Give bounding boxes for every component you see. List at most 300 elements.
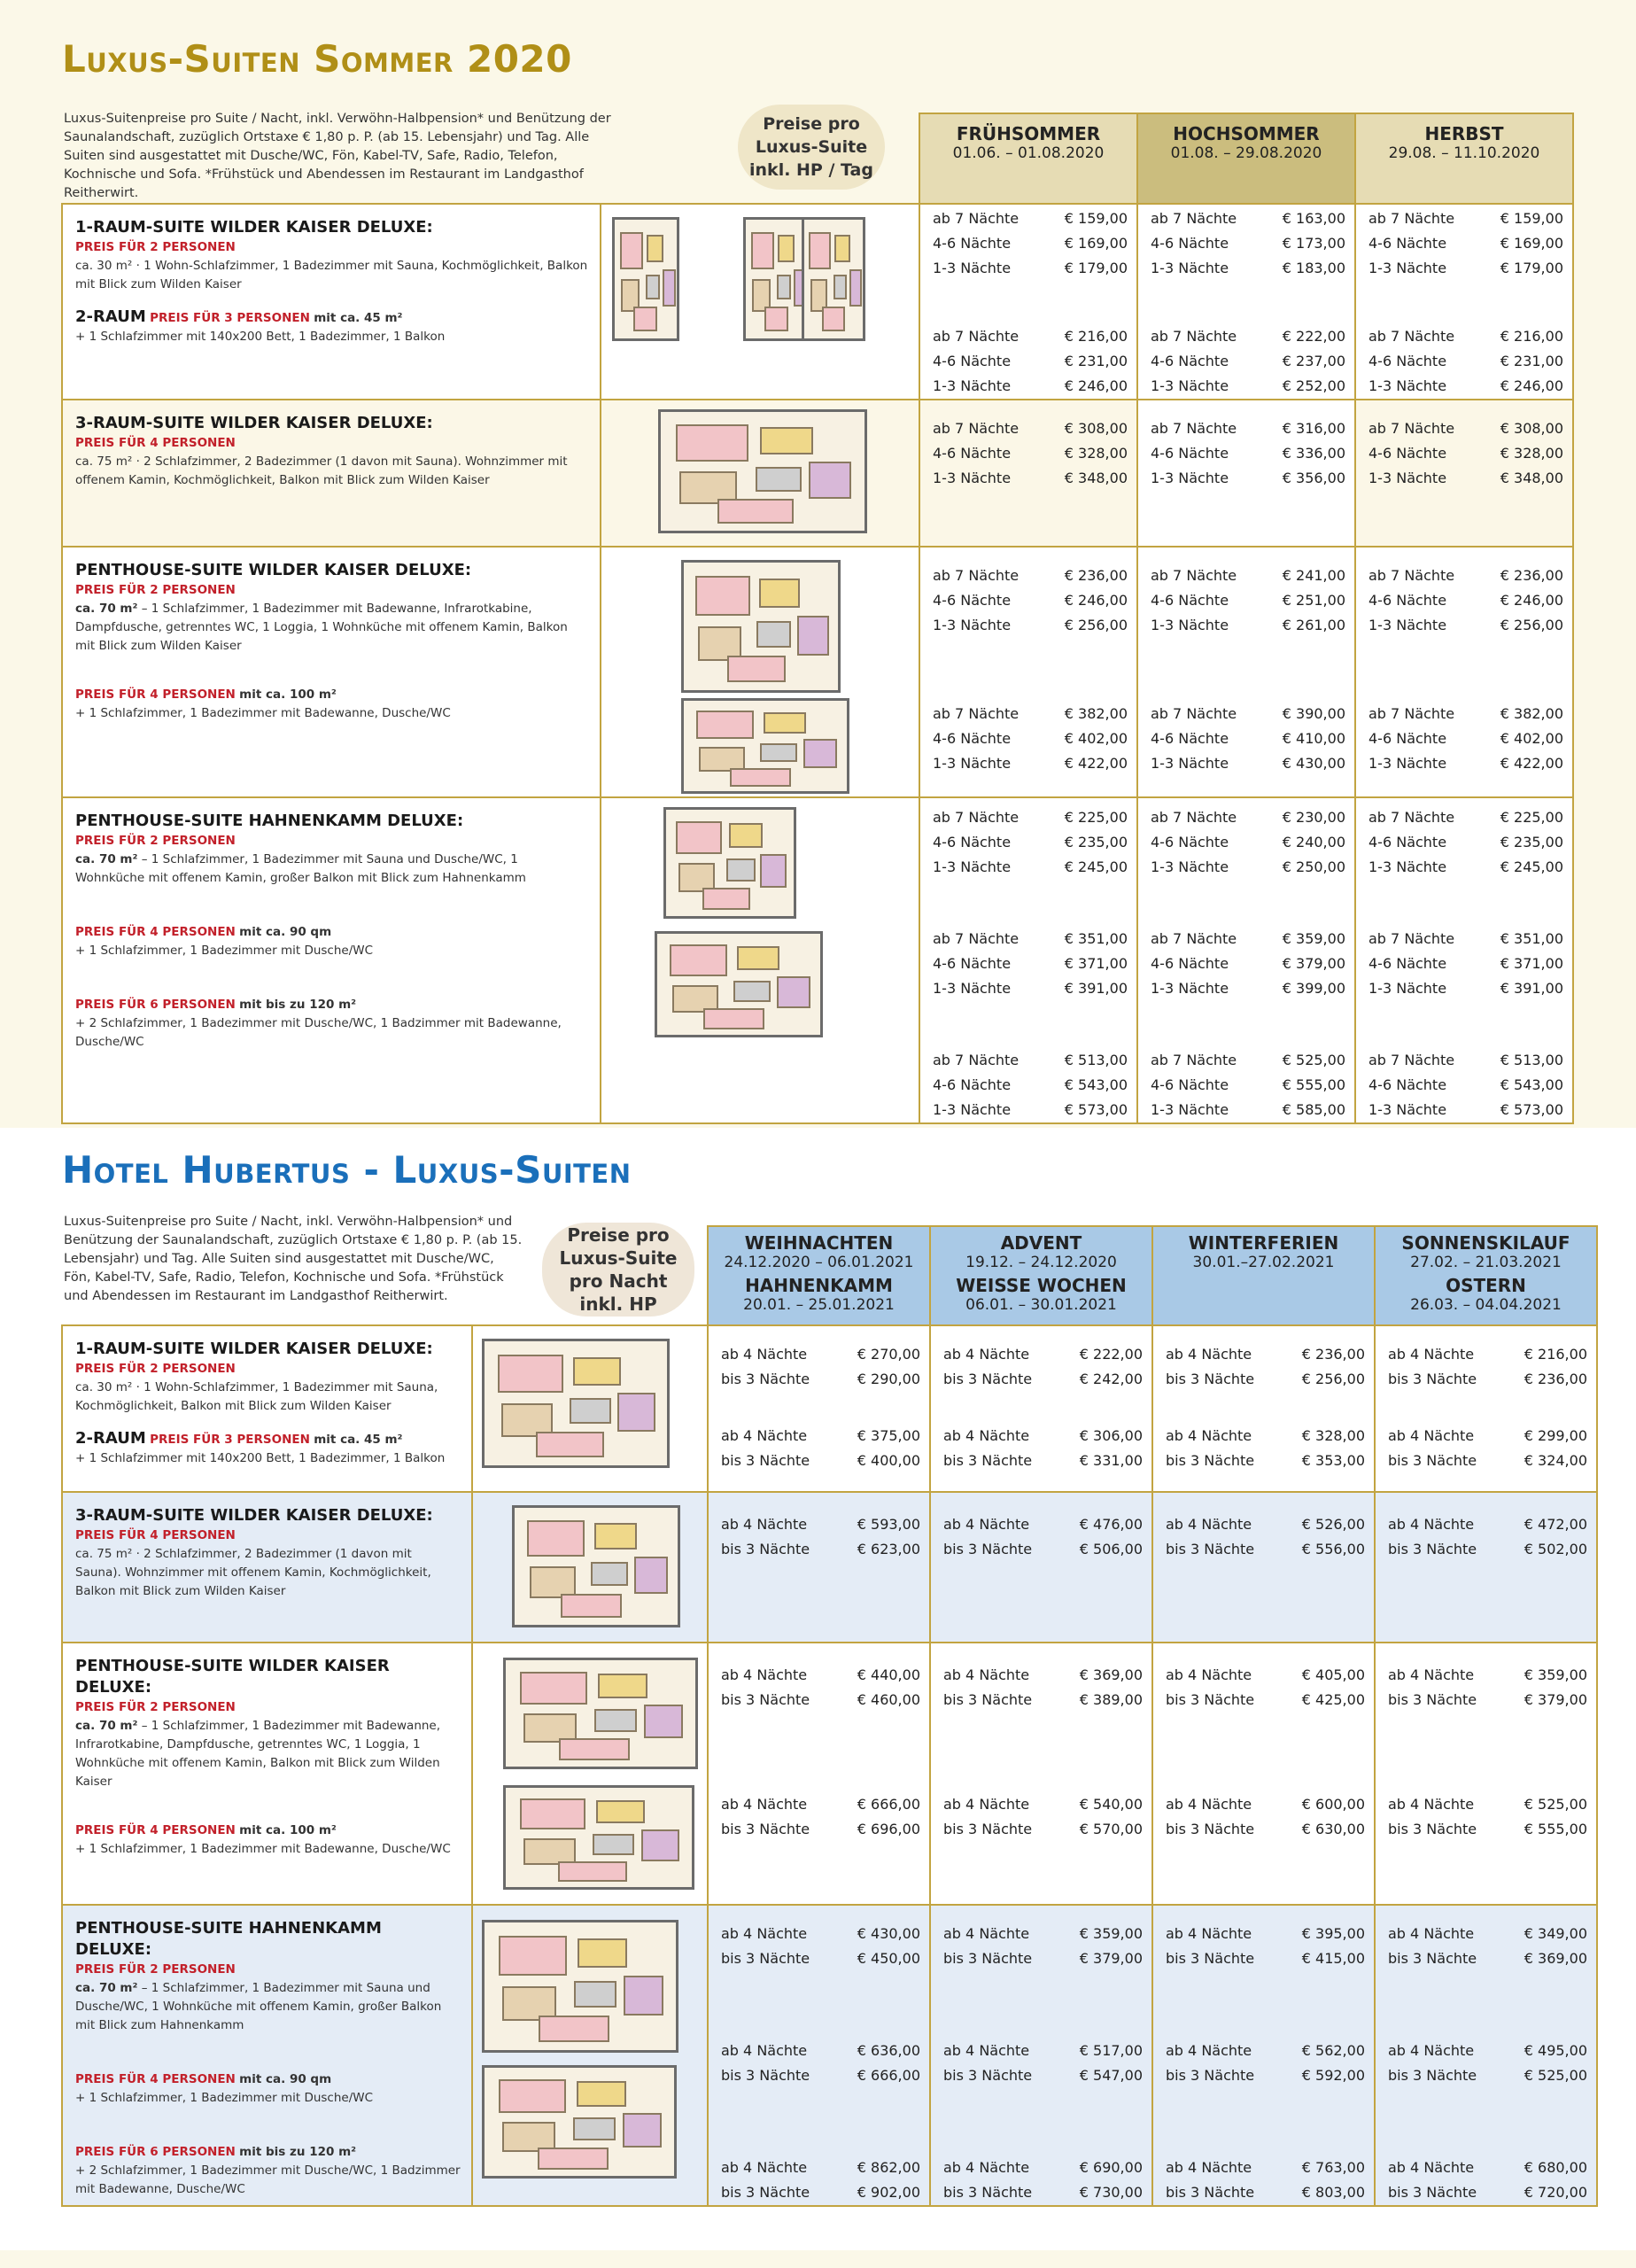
floor-plan-room [561, 1594, 622, 1619]
floor-plan-room [756, 621, 791, 648]
price-line [1369, 1048, 1563, 1073]
price-value: € 216,00 [1524, 1346, 1587, 1363]
season-dates: 01.06. – 01.08.2020 [952, 144, 1105, 162]
price-list [931, 1493, 1151, 1562]
price-value: € 543,00 [1500, 1076, 1563, 1093]
price-cell [1375, 1643, 1597, 1905]
floor-plan-room [594, 1523, 637, 1550]
nights-label: ab 4 Nächte [1388, 1516, 1475, 1533]
floor-plan-image [482, 1920, 678, 2053]
nights-label: ab 4 Nächte [943, 1346, 1030, 1363]
floor-plan-room [726, 858, 756, 881]
price-line [933, 231, 1128, 256]
price-list [1138, 400, 1354, 491]
price-group [1166, 1663, 1365, 1713]
suite-description-cell [62, 400, 601, 547]
floor-plan-room [663, 269, 676, 307]
price-cell [1375, 1905, 1597, 2206]
price-line [721, 2063, 920, 2088]
nights-label: 4-6 Nächte [1369, 730, 1447, 747]
floor-plan-room [536, 1432, 604, 1457]
nights-label: bis 3 Nächte [943, 2184, 1033, 2201]
price-line [933, 976, 1128, 1001]
floor-plan-room [849, 269, 862, 307]
price-cell [1355, 797, 1573, 1123]
nights-label: 4-6 Nächte [1369, 955, 1447, 972]
price-value: € 331,00 [1079, 1452, 1143, 1469]
summer-price-table [61, 113, 1574, 1124]
price-group [1151, 927, 1345, 1001]
price-list [1376, 1906, 1596, 2205]
price-value: € 369,00 [1079, 1666, 1143, 1683]
price-value: € 600,00 [1301, 1796, 1365, 1813]
price-value: € 237,00 [1282, 353, 1345, 369]
suite-area: mit ca. 100 m² [239, 687, 337, 702]
nights-label: 1-3 Nächte [1369, 858, 1447, 875]
floor-plan-image [482, 2065, 677, 2179]
price-value: € 169,00 [1500, 235, 1563, 252]
price-line [721, 1512, 920, 1537]
price-cell [919, 547, 1137, 797]
price-line [1151, 805, 1345, 830]
price-line [1369, 702, 1563, 726]
price-line [1369, 231, 1563, 256]
suite-details [75, 600, 589, 656]
price-line [1369, 830, 1563, 855]
suite-description-cell [62, 547, 601, 797]
price-line [721, 1663, 920, 1688]
price-group [721, 1342, 920, 1392]
price-value: € 902,00 [857, 2184, 920, 2201]
floor-plan-room [539, 2016, 610, 2042]
price-line [933, 563, 1128, 588]
suite-area: mit ca. 90 qm [239, 925, 332, 939]
suite-option [75, 996, 589, 1052]
nights-label: bis 3 Nächte [943, 1452, 1033, 1469]
price-value: € 306,00 [1079, 1427, 1143, 1444]
price-value: € 502,00 [1524, 1541, 1587, 1557]
price-persons-label: PREIS FÜR 4 PERSONEN [75, 925, 236, 939]
price-persons-label: PREIS FÜR 2 PERSONEN [75, 1962, 236, 1977]
price-line [933, 349, 1128, 374]
suite-details [75, 1379, 461, 1416]
price-line [1166, 2063, 1365, 2088]
price-value: € 680,00 [1524, 2159, 1587, 2176]
suite-details-text: + 2 Schlafzimmer, 1 Badezimmer mit Dusche/WC, 1 Badzimmer mit Badewanne, Dusche/WC [75, 1016, 562, 1049]
floor-plan-cell [472, 1492, 708, 1643]
price-value: € 169,00 [1064, 235, 1128, 252]
floor-plan-room [499, 1936, 567, 1976]
floor-plan-room [538, 2148, 609, 2171]
price-group [1166, 2155, 1365, 2205]
nights-label: 1-3 Nächte [1369, 470, 1447, 486]
season-name: HOCHSOMMER [1173, 123, 1320, 144]
price-value: € 371,00 [1064, 955, 1128, 972]
nights-label: ab 4 Nächte [721, 1666, 808, 1683]
price-value: € 159,00 [1500, 210, 1563, 227]
nights-label: 1-3 Nächte [1151, 1101, 1229, 1118]
suite-details [75, 850, 589, 888]
price-value: € 379,00 [1524, 1691, 1587, 1708]
price-line [943, 1792, 1143, 1817]
floor-plan-room [760, 854, 787, 888]
price-line [1151, 1048, 1345, 1073]
floor-plan-room [809, 232, 831, 269]
floor-plan-image [681, 560, 841, 693]
nights-label: 4-6 Nächte [1151, 730, 1229, 747]
floor-plan-room [764, 307, 789, 331]
floor-plan-image [743, 217, 810, 341]
nights-label: ab 7 Nächte [1151, 930, 1237, 947]
price-list [1138, 205, 1354, 399]
suite-heading: PENTHOUSE-SUITE WILDER KAISER DELUXE: [75, 1657, 390, 1697]
nights-label: ab 4 Nächte [721, 1516, 808, 1533]
suite-row [62, 797, 1573, 1123]
price-value: € 430,00 [857, 1925, 920, 1942]
season-header [919, 113, 1137, 204]
price-line [1151, 751, 1345, 776]
nights-label: bis 3 Nächte [1166, 2067, 1255, 2084]
suite-row [62, 547, 1573, 797]
nights-label: bis 3 Nächte [721, 1371, 810, 1387]
price-value: € 231,00 [1500, 353, 1563, 369]
price-line [1388, 1512, 1587, 1537]
price-line [1151, 927, 1345, 951]
price-value: € 730,00 [1079, 2184, 1143, 2201]
winter-header-row [62, 1226, 1597, 1325]
nights-label: ab 4 Nächte [721, 1427, 808, 1444]
price-line [721, 1449, 920, 1473]
price-list [1376, 1493, 1596, 1562]
price-group [933, 206, 1128, 281]
price-value: € 402,00 [1500, 730, 1563, 747]
price-list [709, 1643, 929, 1842]
price-value: € 256,00 [1500, 617, 1563, 633]
price-value: € 422,00 [1500, 755, 1563, 772]
price-value: € 375,00 [857, 1427, 920, 1444]
price-group [1388, 2155, 1587, 2205]
price-persons-label: PREIS FÜR 2 PERSONEN [75, 1700, 236, 1714]
floor-plan-room [594, 1709, 637, 1731]
season-dates: 20.01. – 25.01.2021 [743, 1296, 895, 1314]
price-line [1166, 2155, 1365, 2180]
price-line [1369, 927, 1563, 951]
nights-label: ab 7 Nächte [933, 809, 1020, 826]
season-name: WEIHNACHTEN [744, 1232, 894, 1254]
price-persons-label: PREIS FÜR 6 PERSONEN [75, 2145, 236, 2159]
price-list [1376, 1643, 1596, 1842]
price-value: € 252,00 [1282, 377, 1345, 394]
floor-plan-room [593, 1834, 634, 1855]
price-group [1369, 1048, 1563, 1122]
nights-label: ab 7 Nächte [1151, 420, 1237, 437]
floor-plan-room [676, 424, 748, 462]
price-group [933, 563, 1128, 638]
floor-plan-room [634, 1557, 668, 1593]
suite-area: mit bis zu 120 m² [239, 998, 357, 1012]
price-group [943, 1424, 1143, 1473]
floor-plan-room [777, 275, 792, 299]
nights-label: bis 3 Nächte [1388, 1950, 1477, 1967]
price-value: € 336,00 [1282, 445, 1345, 462]
price-line [1369, 206, 1563, 231]
price-line [1369, 349, 1563, 374]
price-line [933, 256, 1128, 281]
nights-label: ab 7 Nächte [1369, 930, 1455, 947]
suite-details-text: – 1 Schlafzimmer, 1 Badezimmer mit Badewanne, Infrarotkabine, Dampfdusche, getrenntes WC, 1 Loggia, 1 Wohnküche mit offenem Kamin, Balkon mit Blick zum Wilden Kaiser [75, 602, 568, 653]
floor-plan-room [703, 1008, 764, 1029]
price-list [709, 1326, 929, 1473]
suite-area: mit ca. 45 m² [314, 311, 403, 325]
nights-label: 1-3 Nächte [1369, 980, 1447, 997]
price-group [933, 927, 1128, 1001]
nights-label: ab 4 Nächte [721, 2159, 808, 2176]
price-value: € 328,00 [1064, 445, 1128, 462]
floor-plan-room [617, 1393, 655, 1432]
floor-plan-room [633, 307, 658, 331]
suite-details [75, 1717, 461, 1791]
price-value: € 555,00 [1524, 1821, 1587, 1837]
nights-label: bis 3 Nächte [721, 1452, 810, 1469]
nights-label: 4-6 Nächte [1151, 955, 1229, 972]
price-value: € 236,00 [1064, 567, 1128, 584]
price-group [1166, 1424, 1365, 1473]
price-value: € 371,00 [1500, 955, 1563, 972]
price-value: € 245,00 [1064, 858, 1128, 875]
suite-details-text: + 1 Schlafzimmer mit 140x200 Bett, 1 Badezimmer, 1 Balkon [75, 1451, 446, 1465]
nights-label: 1-3 Nächte [933, 470, 1012, 486]
floor-plan-room [573, 1357, 621, 1386]
nights-label: ab 7 Nächte [933, 567, 1020, 584]
floor-plan-room [759, 579, 800, 608]
suite-area: mit ca. 100 m² [239, 1823, 337, 1837]
price-value: € 391,00 [1064, 980, 1128, 997]
price-cell [708, 1325, 930, 1492]
nights-label: ab 4 Nächte [1166, 2159, 1252, 2176]
nights-label: ab 7 Nächte [1151, 705, 1237, 722]
price-cell [930, 1492, 1152, 1643]
price-value: € 382,00 [1500, 705, 1563, 722]
price-value: € 585,00 [1282, 1101, 1345, 1118]
price-line [1166, 1688, 1365, 1713]
price-value: € 324,00 [1524, 1452, 1587, 1469]
floor-plan-room [623, 2113, 662, 2147]
price-value: € 476,00 [1079, 1516, 1143, 1533]
floor-plan-cell [601, 797, 919, 1123]
nights-label: bis 3 Nächte [1388, 1691, 1477, 1708]
price-line [1166, 1792, 1365, 1817]
price-value: € 216,00 [1500, 328, 1563, 345]
price-value: € 246,00 [1064, 592, 1128, 609]
season-dates: 29.08. – 11.10.2020 [1388, 144, 1540, 162]
floor-plan-cell [601, 400, 919, 547]
price-line [1151, 726, 1345, 751]
nights-label: 1-3 Nächte [1151, 858, 1229, 875]
price-list [920, 798, 1136, 1122]
summer-header-empty [62, 113, 919, 204]
nights-label: 4-6 Nächte [933, 834, 1012, 850]
floor-plan-room [727, 656, 785, 682]
season-dates: 06.01. – 30.01.2021 [965, 1296, 1117, 1314]
price-line [1151, 441, 1345, 466]
season-dates: 30.01.–27.02.2021 [1192, 1254, 1335, 1271]
price-value: € 256,00 [1064, 617, 1128, 633]
summer-title: Luxus-Suiten Sommer 2020 [62, 37, 572, 81]
price-line [1369, 1098, 1563, 1122]
suite-option [75, 2070, 461, 2108]
price-value: € 359,00 [1079, 1925, 1143, 1942]
price-value: € 803,00 [1301, 2184, 1365, 2201]
price-value: € 308,00 [1500, 420, 1563, 437]
nights-label: 4-6 Nächte [1369, 235, 1447, 252]
price-line [933, 466, 1128, 491]
price-line [1151, 324, 1345, 349]
price-value: € 270,00 [857, 1346, 920, 1363]
nights-label: 4-6 Nächte [933, 445, 1012, 462]
nights-label: ab 4 Nächte [1166, 1346, 1252, 1363]
nights-label: ab 4 Nächte [1388, 1925, 1475, 1942]
suite-row [62, 400, 1573, 547]
price-line [933, 416, 1128, 441]
summer-header-row [62, 113, 1573, 204]
price-value: € 415,00 [1301, 1950, 1365, 1967]
nights-label: ab 4 Nächte [1166, 2042, 1252, 2059]
suite-heading: 1-RAUM-SUITE WILDER KAISER DELUXE: [75, 1340, 433, 1358]
suite-heading: PENTHOUSE-SUITE HAHNENKAMM DELUXE: [75, 812, 464, 830]
suite-details-text: – 1 Schlafzimmer, 1 Badezimmer mit Sauna und Dusche/WC, 1 Wohnküche mit offenem Kamin, großer Balkon mit Blick zum Hahnenkamm [75, 852, 526, 885]
season-dates: 24.12.2020 – 06.01.2021 [724, 1254, 914, 1271]
price-line [1369, 805, 1563, 830]
price-list [1356, 548, 1572, 776]
suite-description [63, 1643, 471, 1859]
summer-intro: Luxus-Suitenpreise pro Suite / Nacht, inkl. Verwöhn-Halbpension* und Benützung der Saunalandschaft, zuzüglich Ortstaxe € 1,80 p. P. (ab 15. Lebensjahr) und Tag. Alle Suiten sind ausgestattet mit Dusche/WC, Fön, Kabel-TV, Safe, Radio, Telefon, Kochnische und Sofa. *Frühstück und Abendessen im Restaurant im Landgasthof Reitherwirt. [64, 112, 611, 200]
price-value: € 405,00 [1301, 1666, 1365, 1683]
price-value: € 562,00 [1301, 2042, 1365, 2059]
price-cell [1355, 547, 1573, 797]
price-group [1166, 1922, 1365, 1971]
price-persons-label: PREIS FÜR 4 PERSONEN [75, 687, 236, 702]
suite-description-cell [62, 1325, 472, 1492]
price-line [943, 1537, 1143, 1562]
winter-price-badge: Preise pro Luxus-Suite pro Nacht inkl. HP [542, 1223, 694, 1317]
suite-row [62, 1492, 1597, 1643]
price-value: € 225,00 [1064, 809, 1128, 826]
price-value: € 351,00 [1500, 930, 1563, 947]
price-line [933, 830, 1128, 855]
nights-label: ab 4 Nächte [1388, 2042, 1475, 2059]
price-line [943, 1688, 1143, 1713]
nights-label: 1-3 Nächte [933, 617, 1012, 633]
nights-label: ab 4 Nächte [1166, 1796, 1252, 1813]
price-persons-label: PREIS FÜR 2 PERSONEN [75, 1362, 236, 1376]
suite-description-cell [62, 204, 601, 400]
nights-label: ab 4 Nächte [1388, 1427, 1475, 1444]
price-group [933, 1048, 1128, 1122]
price-persons-label: PREIS FÜR 2 PERSONEN [75, 240, 236, 254]
suite-details-text: + 1 Schlafzimmer mit 140x200 Bett, 1 Badezimmer, 1 Balkon [75, 330, 446, 344]
price-group [1166, 1342, 1365, 1392]
winter-price-table [61, 1225, 1598, 2207]
season-name: WEISSE WOCHEN [956, 1275, 1127, 1296]
price-value: € 425,00 [1301, 1691, 1365, 1708]
suite-details-text: ca. 30 m² · 1 Wohn-Schlafzimmer, 1 Badezimmer mit Sauna, Kochmöglichkeit, Balkon mit Blick zum Wilden Kaiser [75, 1380, 438, 1413]
nights-label: bis 3 Nächte [943, 1541, 1033, 1557]
nights-label: 4-6 Nächte [1151, 834, 1229, 850]
price-cell [708, 1643, 930, 1905]
price-line [1369, 416, 1563, 441]
price-cell [708, 1492, 930, 1643]
price-group [933, 324, 1128, 399]
suite-details-text: + 1 Schlafzimmer, 1 Badezimmer mit Badewanne, Dusche/WC [75, 706, 451, 720]
price-value: € 261,00 [1282, 617, 1345, 633]
price-cell [930, 1905, 1152, 2206]
price-value: € 430,00 [1282, 755, 1345, 772]
floor-plan-room [702, 888, 751, 910]
nights-label: 1-3 Nächte [1151, 617, 1229, 633]
floor-plan-room [647, 235, 663, 262]
price-value: € 240,00 [1282, 834, 1345, 850]
price-line [943, 1663, 1143, 1688]
price-group [1151, 324, 1345, 399]
price-line [1151, 563, 1345, 588]
price-line [1388, 1922, 1587, 1946]
price-value: € 359,00 [1524, 1666, 1587, 1683]
nights-label: 1-3 Nächte [1369, 260, 1447, 276]
price-group [1388, 1792, 1587, 1842]
price-persons-label: PREIS FÜR 4 PERSONEN [75, 1528, 236, 1542]
price-value: € 250,00 [1282, 858, 1345, 875]
suite-row [62, 1325, 1597, 1492]
price-line [1151, 1098, 1345, 1122]
nights-label: ab 4 Nächte [943, 1796, 1030, 1813]
price-group [1388, 2039, 1587, 2088]
price-line [943, 2155, 1143, 2180]
floor-plan-room [730, 768, 791, 788]
price-line [1151, 855, 1345, 880]
price-group [1369, 563, 1563, 638]
suite-row [62, 204, 1573, 400]
price-group [1151, 206, 1345, 281]
price-value: € 163,00 [1282, 210, 1345, 227]
price-list [709, 1906, 929, 2205]
nights-label: ab 7 Nächte [933, 328, 1020, 345]
price-line [1166, 2039, 1365, 2063]
floor-plan-room [499, 2079, 566, 2113]
floor-plan-image [612, 217, 679, 341]
price-group [1369, 927, 1563, 1001]
suite-details [75, 453, 589, 490]
suite-area: ca. 70 m² [75, 1719, 138, 1733]
price-line [933, 951, 1128, 976]
nights-label: bis 3 Nächte [943, 2067, 1033, 2084]
price-value: € 472,00 [1524, 1516, 1587, 1533]
price-value: € 246,00 [1064, 377, 1128, 394]
summer-price-badge: Preise pro Luxus-Suite inkl. HP / Tag [738, 105, 885, 190]
price-list [1376, 1326, 1596, 1473]
suite-details [75, 257, 589, 294]
floor-plan-image [482, 1339, 670, 1468]
price-persons-label: PREIS FÜR 2 PERSONEN [75, 834, 236, 848]
price-value: € 555,00 [1282, 1076, 1345, 1093]
season-header [708, 1226, 930, 1325]
price-value: € 236,00 [1301, 1346, 1365, 1363]
price-group [943, 1922, 1143, 1971]
suite-details-text: – 1 Schlafzimmer, 1 Badezimmer mit Badewanne, Infrarotkabine, Dampfdusche, getrenntes WC, 1 Loggia, 1 Wohnküche mit offenem Kamin, Balkon mit Blick zum Wilden Kaiser [75, 1719, 441, 1789]
season-header [1137, 113, 1355, 204]
price-group [933, 702, 1128, 776]
price-cell [1152, 1325, 1375, 1492]
price-value: € 369,00 [1524, 1950, 1587, 1967]
